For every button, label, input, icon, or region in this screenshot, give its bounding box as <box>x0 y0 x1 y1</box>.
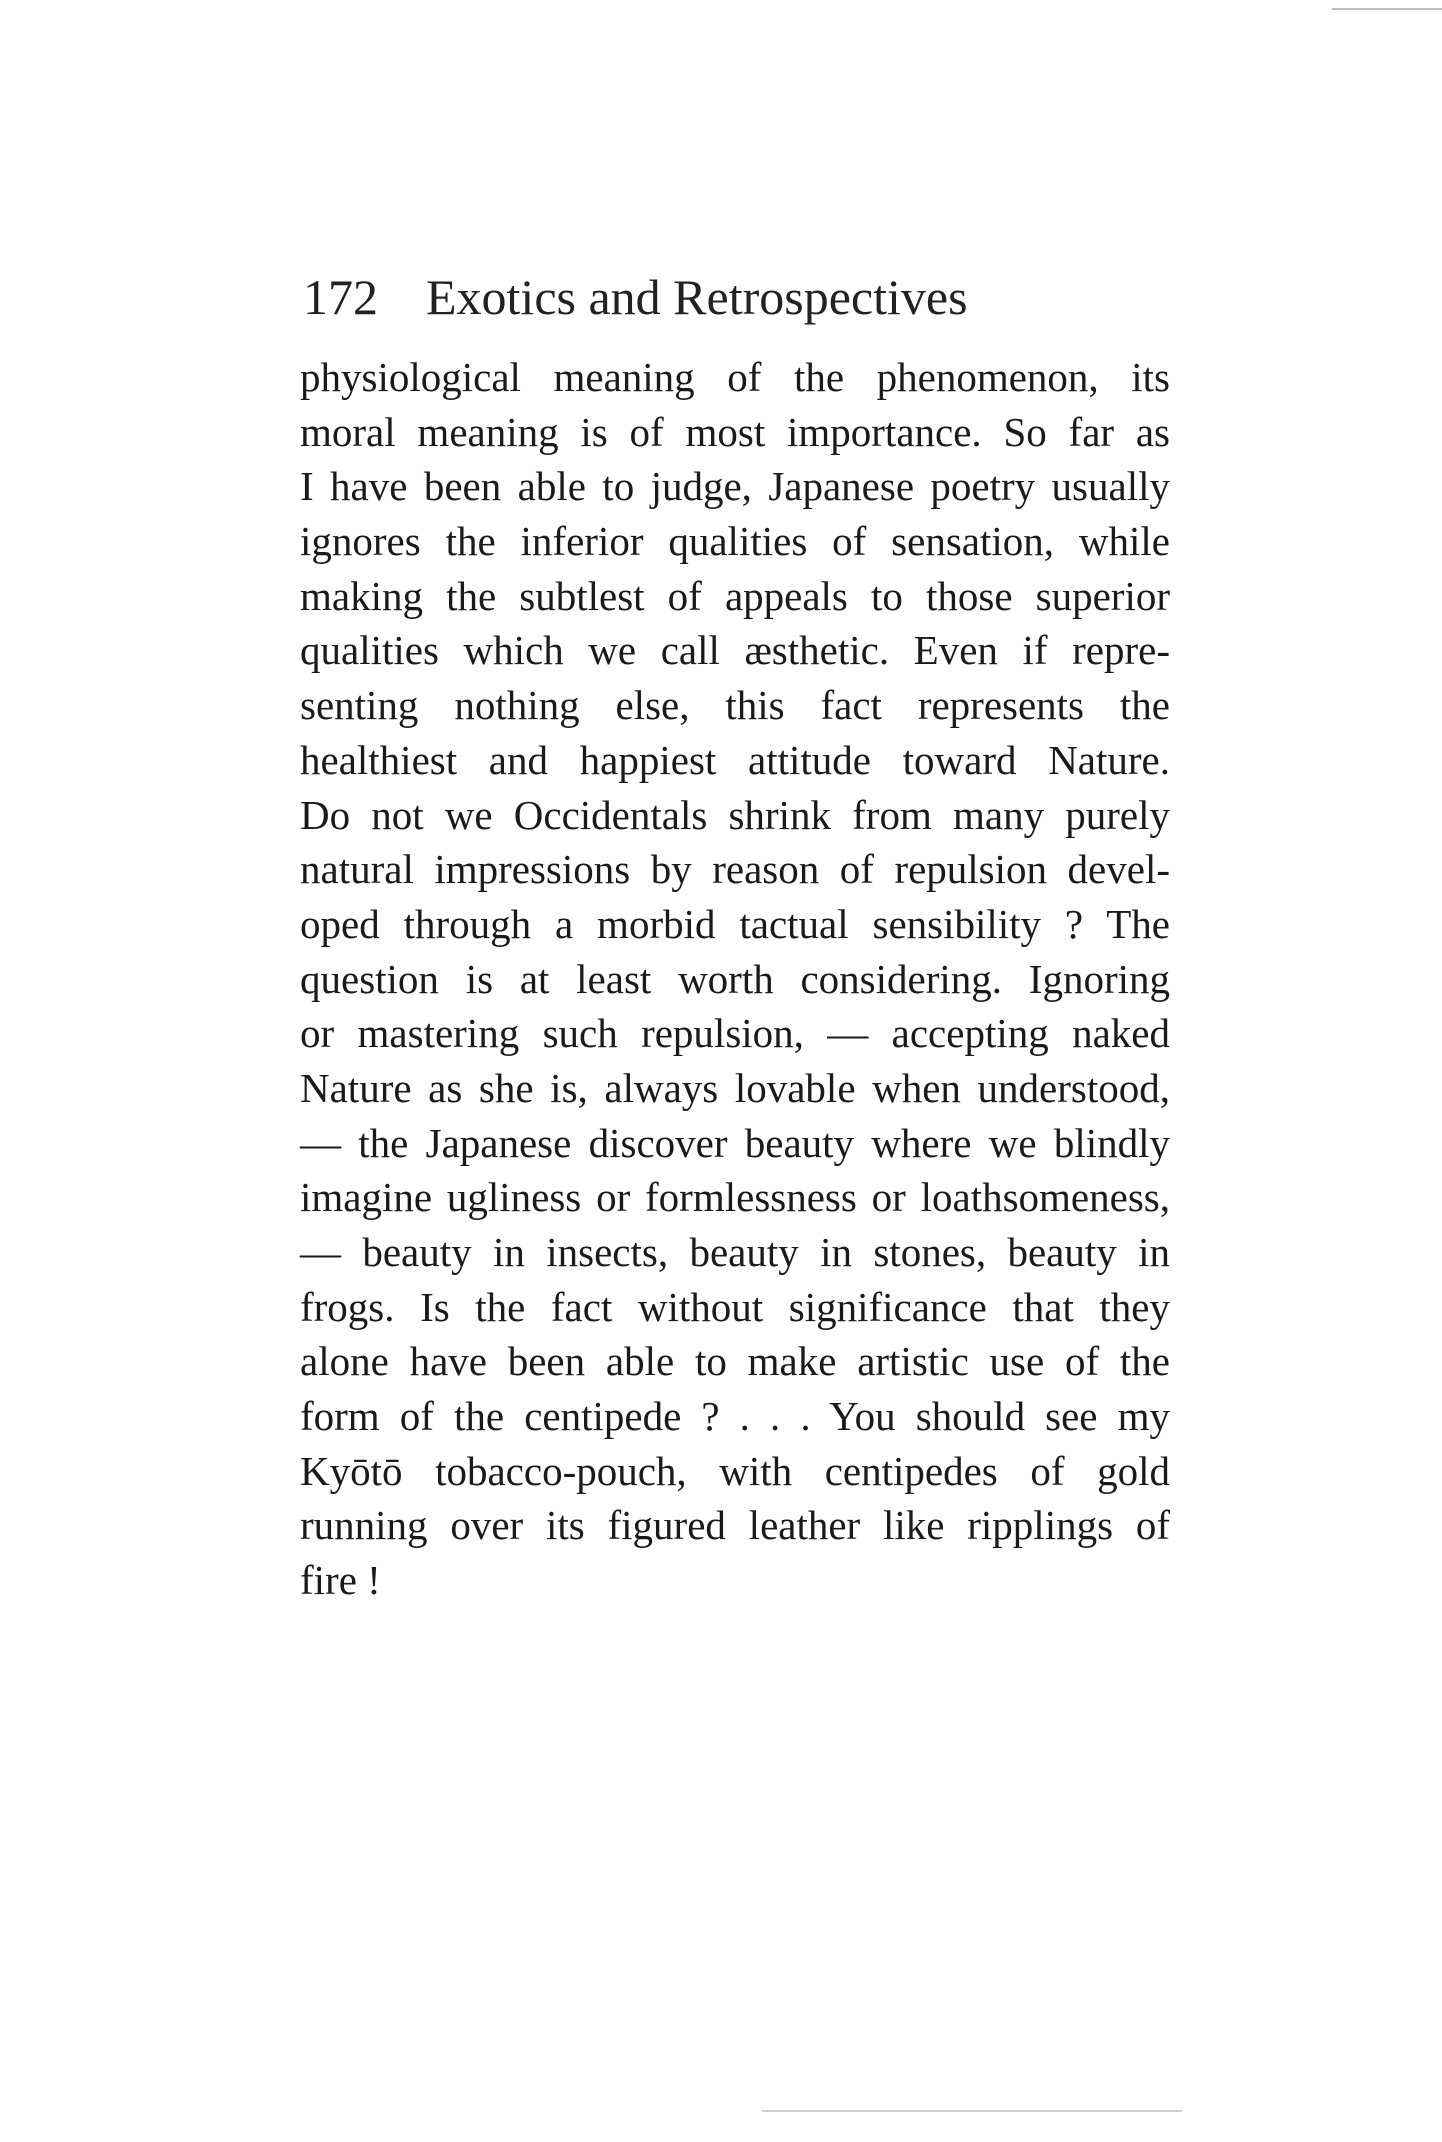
text-line: running over its figured leather like ripplings of <box>300 1502 1170 1549</box>
text-line: or mastering such repulsion, — accepting naked <box>300 1010 1170 1057</box>
page-number: 172 <box>303 269 378 325</box>
text-line: ignores the inferior qualities of sensation, while <box>300 518 1170 565</box>
text-line: senting nothing else, this fact represents the <box>300 682 1170 729</box>
text-line: question is at least worth considering. Ignoring <box>300 955 1170 1002</box>
text-line: imagine ugliness or formlessness or loathsomeness, <box>300 1174 1170 1221</box>
text-line: natural impressions by reason of repulsion devel- <box>300 846 1170 893</box>
scan-edge-mark <box>762 2110 1182 2112</box>
text-line: making the subtlest of appeals to those superior <box>300 572 1170 619</box>
text-line: Kyōtō tobacco-pouch, with centipedes of gold <box>300 1447 1170 1494</box>
text-line: form of the centipede ? . . . You should see my <box>300 1393 1170 1440</box>
scan-edge-mark <box>1332 8 1442 10</box>
text-line: — the Japanese discover beauty where we blindly <box>300 1119 1170 1166</box>
text-line: Do not we Occidentals shrink from many purely <box>300 791 1170 838</box>
text-line: frogs. Is the fact without significance that they <box>300 1283 1170 1330</box>
text-line: — beauty in insects, beauty in stones, beauty in <box>300 1229 1170 1275</box>
text-line: alone have been able to make artistic use of the <box>300 1338 1170 1385</box>
text-line: Nature as she is, always lovable when understood, <box>300 1064 1170 1111</box>
text-line: qualities which we call æsthetic. Even if repre- <box>300 627 1170 674</box>
text-line-last: fire ! <box>300 1557 381 1604</box>
body-text <box>300 350 1170 1608</box>
text-line: oped through a morbid tactual sensibility ? The <box>300 900 1170 947</box>
text-line: physiological meaning of the phenomenon, its <box>300 354 1170 400</box>
text-line: healthiest and happiest attitude toward Nature. <box>300 736 1170 783</box>
text-line: I have been able to judge, Japanese poetry usually <box>300 463 1170 510</box>
text-line: moral meaning is of most importance. So far as <box>300 408 1170 455</box>
running-head <box>303 262 968 332</box>
running-title: Exotics and Retrospectives <box>426 269 968 325</box>
